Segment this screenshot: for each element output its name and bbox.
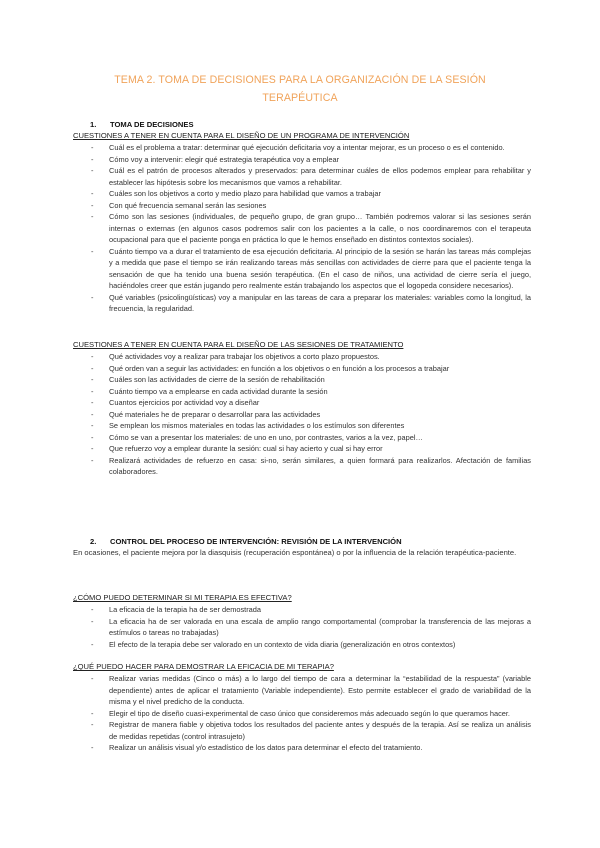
section-2-subheading-demonstrate: ¿QUÉ PUEDO HACER PARA DEMOSTRAR LA EFICACIA DE MI TERAPIA? [73,662,334,671]
effectiveness-list [73,604,531,650]
list-item: - Cuánto tiempo va a emplearse en cada actividad durante la sesión [73,386,531,398]
list-item: - Elegir el tipo de diseño cuasi-experimental de caso único que consideremos más adecuado según lo que queramos hacer. [73,708,531,720]
section-2-number: 2. [90,537,97,546]
section-1-heading [90,120,194,129]
list-item: - Cuánto tiempo va a durar el tratamiento de esa ejecución deficitaria. Al principio de la sesión se harán las tareas más complejas y a medida que pase el tiempo se irán realizando tareas más sencillas con actividades de cierre para que el paciente tenga la sensación de que ha tenido una buena sesión terapéutica. (En el caso de niños, una actividad de cierre sería el juego, haciéndoles creer que están jugando pero realmente están trabajando los aspectos que el logopeda considere necesarios). [73,246,531,292]
section-2-subheading-effective: ¿CÓMO PUEDO DETERMINAR SI MI TERAPIA ES EFECTIVA? [73,593,292,602]
list-item: - Se emplean los mismos materiales en todas las actividades o los estímulos son diferentes [73,420,531,432]
document-title [0,71,600,107]
title-line-1: TEMA 2. TOMA DE DECISIONES PARA LA ORGANIZACIÓN DE LA SESIÓN [114,74,486,86]
list-item: - La eficacia ha de ser valorada en una escala de amplio rango comportamental (comprobar la transferencia de las mejoras a estímulos o tareas no trabajadas) [73,616,531,639]
list-item: - Cuantos ejercicios por actividad voy a diseñar [73,397,531,409]
section-2-heading [90,537,402,546]
list-item: - Cuáles son los objetivos a corto y medio plazo para habilidad que vamos a trabajar [73,188,531,200]
section-1-subheading-sessions: CUESTIONES A TENER EN CUENTA PARA EL DISEÑO DE LAS SESIONES DE TRATAMIENTO [73,340,404,349]
list-item: - Qué actividades voy a realizar para trabajar los objetivos a corto plazo propuestos. [73,351,531,363]
section-1-subheading-program: CUESTIONES A TENER EN CUENTA PARA EL DISEÑO DE UN PROGRAMA DE INTERVENCIÓN [73,131,410,140]
list-item: - Qué orden van a seguir las actividades: en función a los objetivos o en función a los procesos a trabajar [73,363,531,375]
session-questions-list [73,351,531,478]
list-item: - Realizará actividades de refuerzo en casa: si-no, serán similares, a quien formará para realizarlos. Afectación de familias colaboradores. [73,455,531,478]
list-item: - Cómo se van a presentar los materiales: de uno en uno, por contrastes, varios a la vez, papel… [73,432,531,444]
list-item: - Con qué frecuencia semanal serán las sesiones [73,200,531,212]
section-2-intro: En ocasiones, el paciente mejora por la diasquisis (recuperación espontánea) o por la influencia de la relación terapéutica-paciente. [73,548,517,557]
section-1-title: TOMA DE DECISIONES [110,120,194,129]
list-item: - Que refuerzo voy a emplear durante la sesión: cual si hay acierto y cual si hay error [73,443,531,455]
list-item: - Qué variables (psicolingüísticas) voy a manipular en las tareas de cara a preparar los materiales: variables como la longitud, la frecuencia, la regularidad. [73,292,531,315]
list-item: - Cuál es el problema a tratar: determinar qué ejecución deficitaria voy a intentar mejorar, es un proceso o es el contenido. [73,142,531,154]
list-item: - Registrar de manera fiable y objetiva todos los resultados del paciente antes y después de la terapia. Así se realiza un análisis de medidas repetidas (control intrasujeto) [73,719,531,742]
section-1-number: 1. [90,120,97,129]
list-item: - Cuáles son las actividades de cierre de la sesión de rehabilitación [73,374,531,386]
list-item: - Cómo voy a intervenir: elegir qué estrategia terapéutica voy a emplear [73,154,531,166]
demonstrate-list [73,673,531,754]
list-item: - Cuál es el patrón de procesos alterados y preservados: para determinar cuáles de ellos podemos emplear para rehabilitar y establecer las hipótesis sobre los mecanismos que vamos a rehabilitar. [73,165,531,188]
section-2-title: CONTROL DEL PROCESO DE INTERVENCIÓN: REVISIÓN DE LA INTERVENCIÓN [110,537,402,546]
list-item: - La eficacia de la terapia ha de ser demostrada [73,604,531,616]
list-item: - Cómo son las sesiones (individuales, de pequeño grupo, de gran grupo… También podremos valorar si las sesiones serán internas o externas (en algunos casos podremos salir con los pacientes a la calle, o nos coordinaremos con el terapeuta ocupacional para que el paciente ponga en práctica lo que le hemos enseñado en distintos contextos sociales). [73,211,531,246]
program-questions-list [73,142,531,315]
list-item: - Realizar varias medidas (Cinco o más) a lo largo del tiempo de cara a determinar la “estabilidad de la respuesta” (variable dependiente) antes de aplicar el tratamiento (Variable independiente). Esto permite establecer el grado de variabilidad de la misma y el nivel predicho de la conducta. [73,673,531,708]
title-line-2: TERAPÉUTICA [262,92,338,104]
list-item: - El efecto de la terapia debe ser valorado en un contexto de vida diaria (generalización en otros contextos) [73,639,531,651]
list-item: - Qué materiales he de preparar o desarrollar para las actividades [73,409,531,421]
list-item: - Realizar un análisis visual y/o estadístico de los datos para determinar el efecto del tratamiento. [73,742,531,754]
